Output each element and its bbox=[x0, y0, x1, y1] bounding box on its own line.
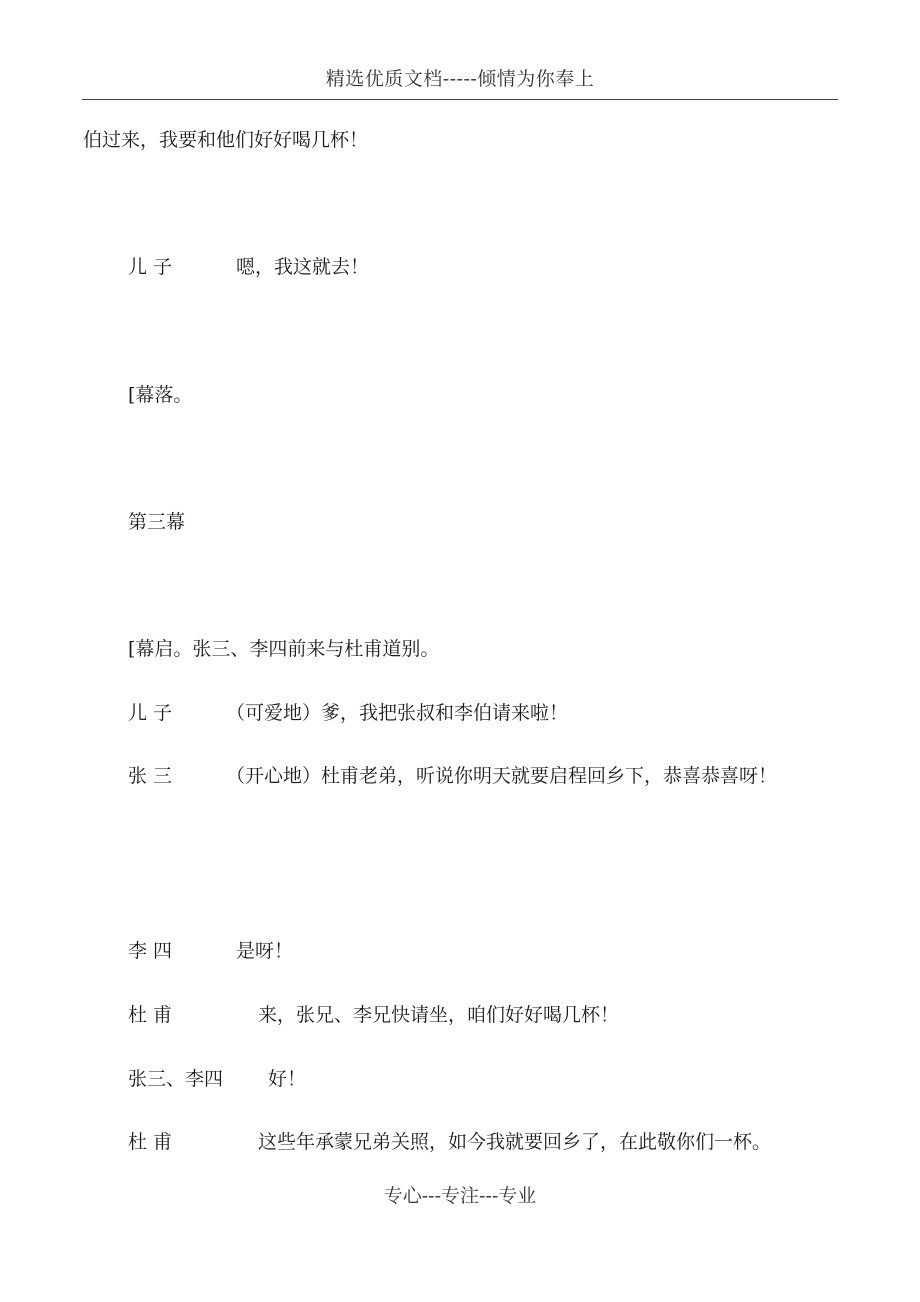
dialogue-text: （可爱地）爹，我把张叔和李伯请来啦！ bbox=[226, 702, 569, 724]
stage-direction: [幕启。张三、李四前来与杜甫道别。 bbox=[128, 638, 440, 660]
page-header: 精选优质文档-----倾情为你奉上 bbox=[325, 68, 595, 90]
page-footer: 专心---专注---专业 bbox=[383, 1185, 537, 1207]
dialogue-text: 来，张兄、李兄快请坐，咱们好好喝几杯！ bbox=[258, 1004, 620, 1026]
speaker-name: 李 四 bbox=[128, 940, 173, 962]
speaker-name: 杜 甫 bbox=[128, 1004, 173, 1026]
speaker-name: 杜 甫 bbox=[128, 1131, 173, 1153]
speaker-name: 儿 子 bbox=[128, 256, 173, 278]
dialogue-text: 是呀！ bbox=[236, 940, 294, 962]
speaker-name: 张 三 bbox=[128, 765, 173, 787]
dialogue-text: 这些年承蒙兄弟关照，如今我就要回乡了，在此敬你们一杯。 bbox=[258, 1131, 772, 1153]
dialogue-text: 好！ bbox=[268, 1068, 307, 1090]
stage-direction: [幕落。 bbox=[128, 384, 193, 406]
speaker-name: 张三、李四 bbox=[128, 1068, 224, 1090]
continuation-line: 伯过来，我要和他们好好喝几杯！ bbox=[83, 129, 369, 151]
dialogue-text: （开心地）杜甫老弟，听说你明天就要启程回乡下，恭喜恭喜呀！ bbox=[226, 765, 778, 787]
header-divider bbox=[82, 99, 838, 100]
speaker-name: 儿 子 bbox=[128, 702, 173, 724]
act-title: 第三幕 bbox=[128, 511, 186, 533]
dialogue-text: 嗯，我这就去！ bbox=[236, 256, 370, 278]
